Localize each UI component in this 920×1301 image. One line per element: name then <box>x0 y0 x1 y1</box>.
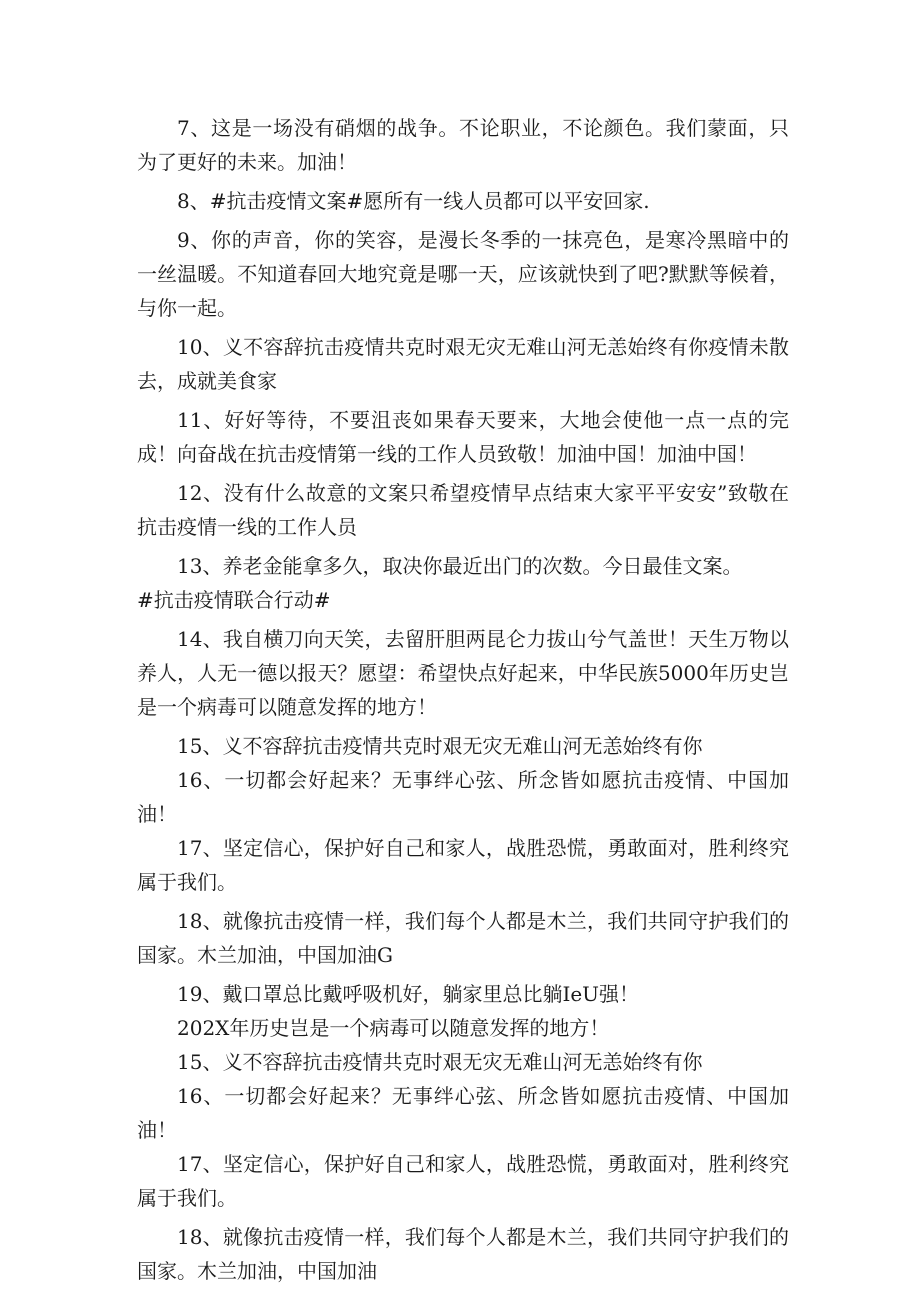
paragraph-7: 7、这是一场没有硝烟的战争。不论职业，不论颜色。我们蒙面，只为了更好的未来。加油！ <box>137 116 789 174</box>
paragraph-18: 18、就像抗击疫情一样，我们每个人都是木兰，我们共同守护我们的国家。木兰加油，中国加油G <box>137 909 789 967</box>
paragraph-15-repeat: 15、义不容辞抗击疫情共克时艰无灾无难山河无恙始终有你 <box>177 1050 703 1074</box>
paragraph-15: 15、义不容辞抗击疫情共克时艰无灾无难山河无恙始终有你 <box>177 734 703 758</box>
paragraph-12: 12、没有什么故意的文案只希望疫情早点结束大家平平安安”致敬在抗击疫情一线的工作人员 <box>137 481 789 539</box>
paragraph-13: 13、养老金能拿多久，取决你最近出门的次数。今日最佳文案。 <box>177 554 743 578</box>
paragraph-16-repeat: 16、一切都会好起来？无事绊心弦、所念皆如愿抗击疫情、中国加油！ <box>137 1084 789 1142</box>
paragraph-14: 14、我自横刀向天笑，去留肝胆两昆仑力拔山兮气盖世！天生万物以养人，人无一德以报天？愿望：希望快点好起来，中华民族5000年历史岂是一个病毒可以随意发挥的地方！ <box>137 627 789 719</box>
paragraph-8: 8、#抗击疫情文案#愿所有一线人员都可以平安回家. <box>177 189 650 213</box>
paragraph-19: 19、戴口罩总比戴呼吸机好，躺家里总比躺IeU强！ <box>177 982 640 1006</box>
paragraph-10: 10、义不容辞抗击疫情共克时艰无灾无难山河无恙始终有你疫情未散去，成就美食家 <box>137 335 789 393</box>
paragraph-16: 16、一切都会好起来？无事绊心弦、所念皆如愿抗击疫情、中国加油！ <box>137 768 789 826</box>
paragraph-9: 9、你的声音，你的笑容，是漫长冬季的一抹亮色，是寒冷黑暗中的一丝温暖。不知道春回大地究竟是哪一天，应该就快到了吧?默默等候着，与你一起。 <box>137 228 789 320</box>
paragraph-17: 17、坚定信心，保护好自己和家人，战胜恐慌，勇敢面对，胜利终究属于我们。 <box>137 836 789 894</box>
paragraph-18-repeat: 18、就像抗击疫情一样，我们每个人都是木兰，我们共同守护我们的国家。木兰加油，中国加油 <box>137 1225 789 1283</box>
paragraph-202x: 202X年历史岂是一个病毒可以随意发挥的地方！ <box>177 1016 610 1040</box>
hashtag-line: #抗击疫情联合行动# <box>137 588 331 612</box>
document-body <box>137 111 789 1288</box>
paragraph-17-repeat: 17、坚定信心，保护好自己和家人，战胜恐慌，勇敢面对，胜利终究属于我们。 <box>137 1152 789 1210</box>
paragraph-11: 11、好好等待，不要沮丧如果春天要来，大地会使他一点一点的完成！向奋战在抗击疫情第一线的工作人员致敬！加油中国！加油中国！ <box>137 408 789 466</box>
